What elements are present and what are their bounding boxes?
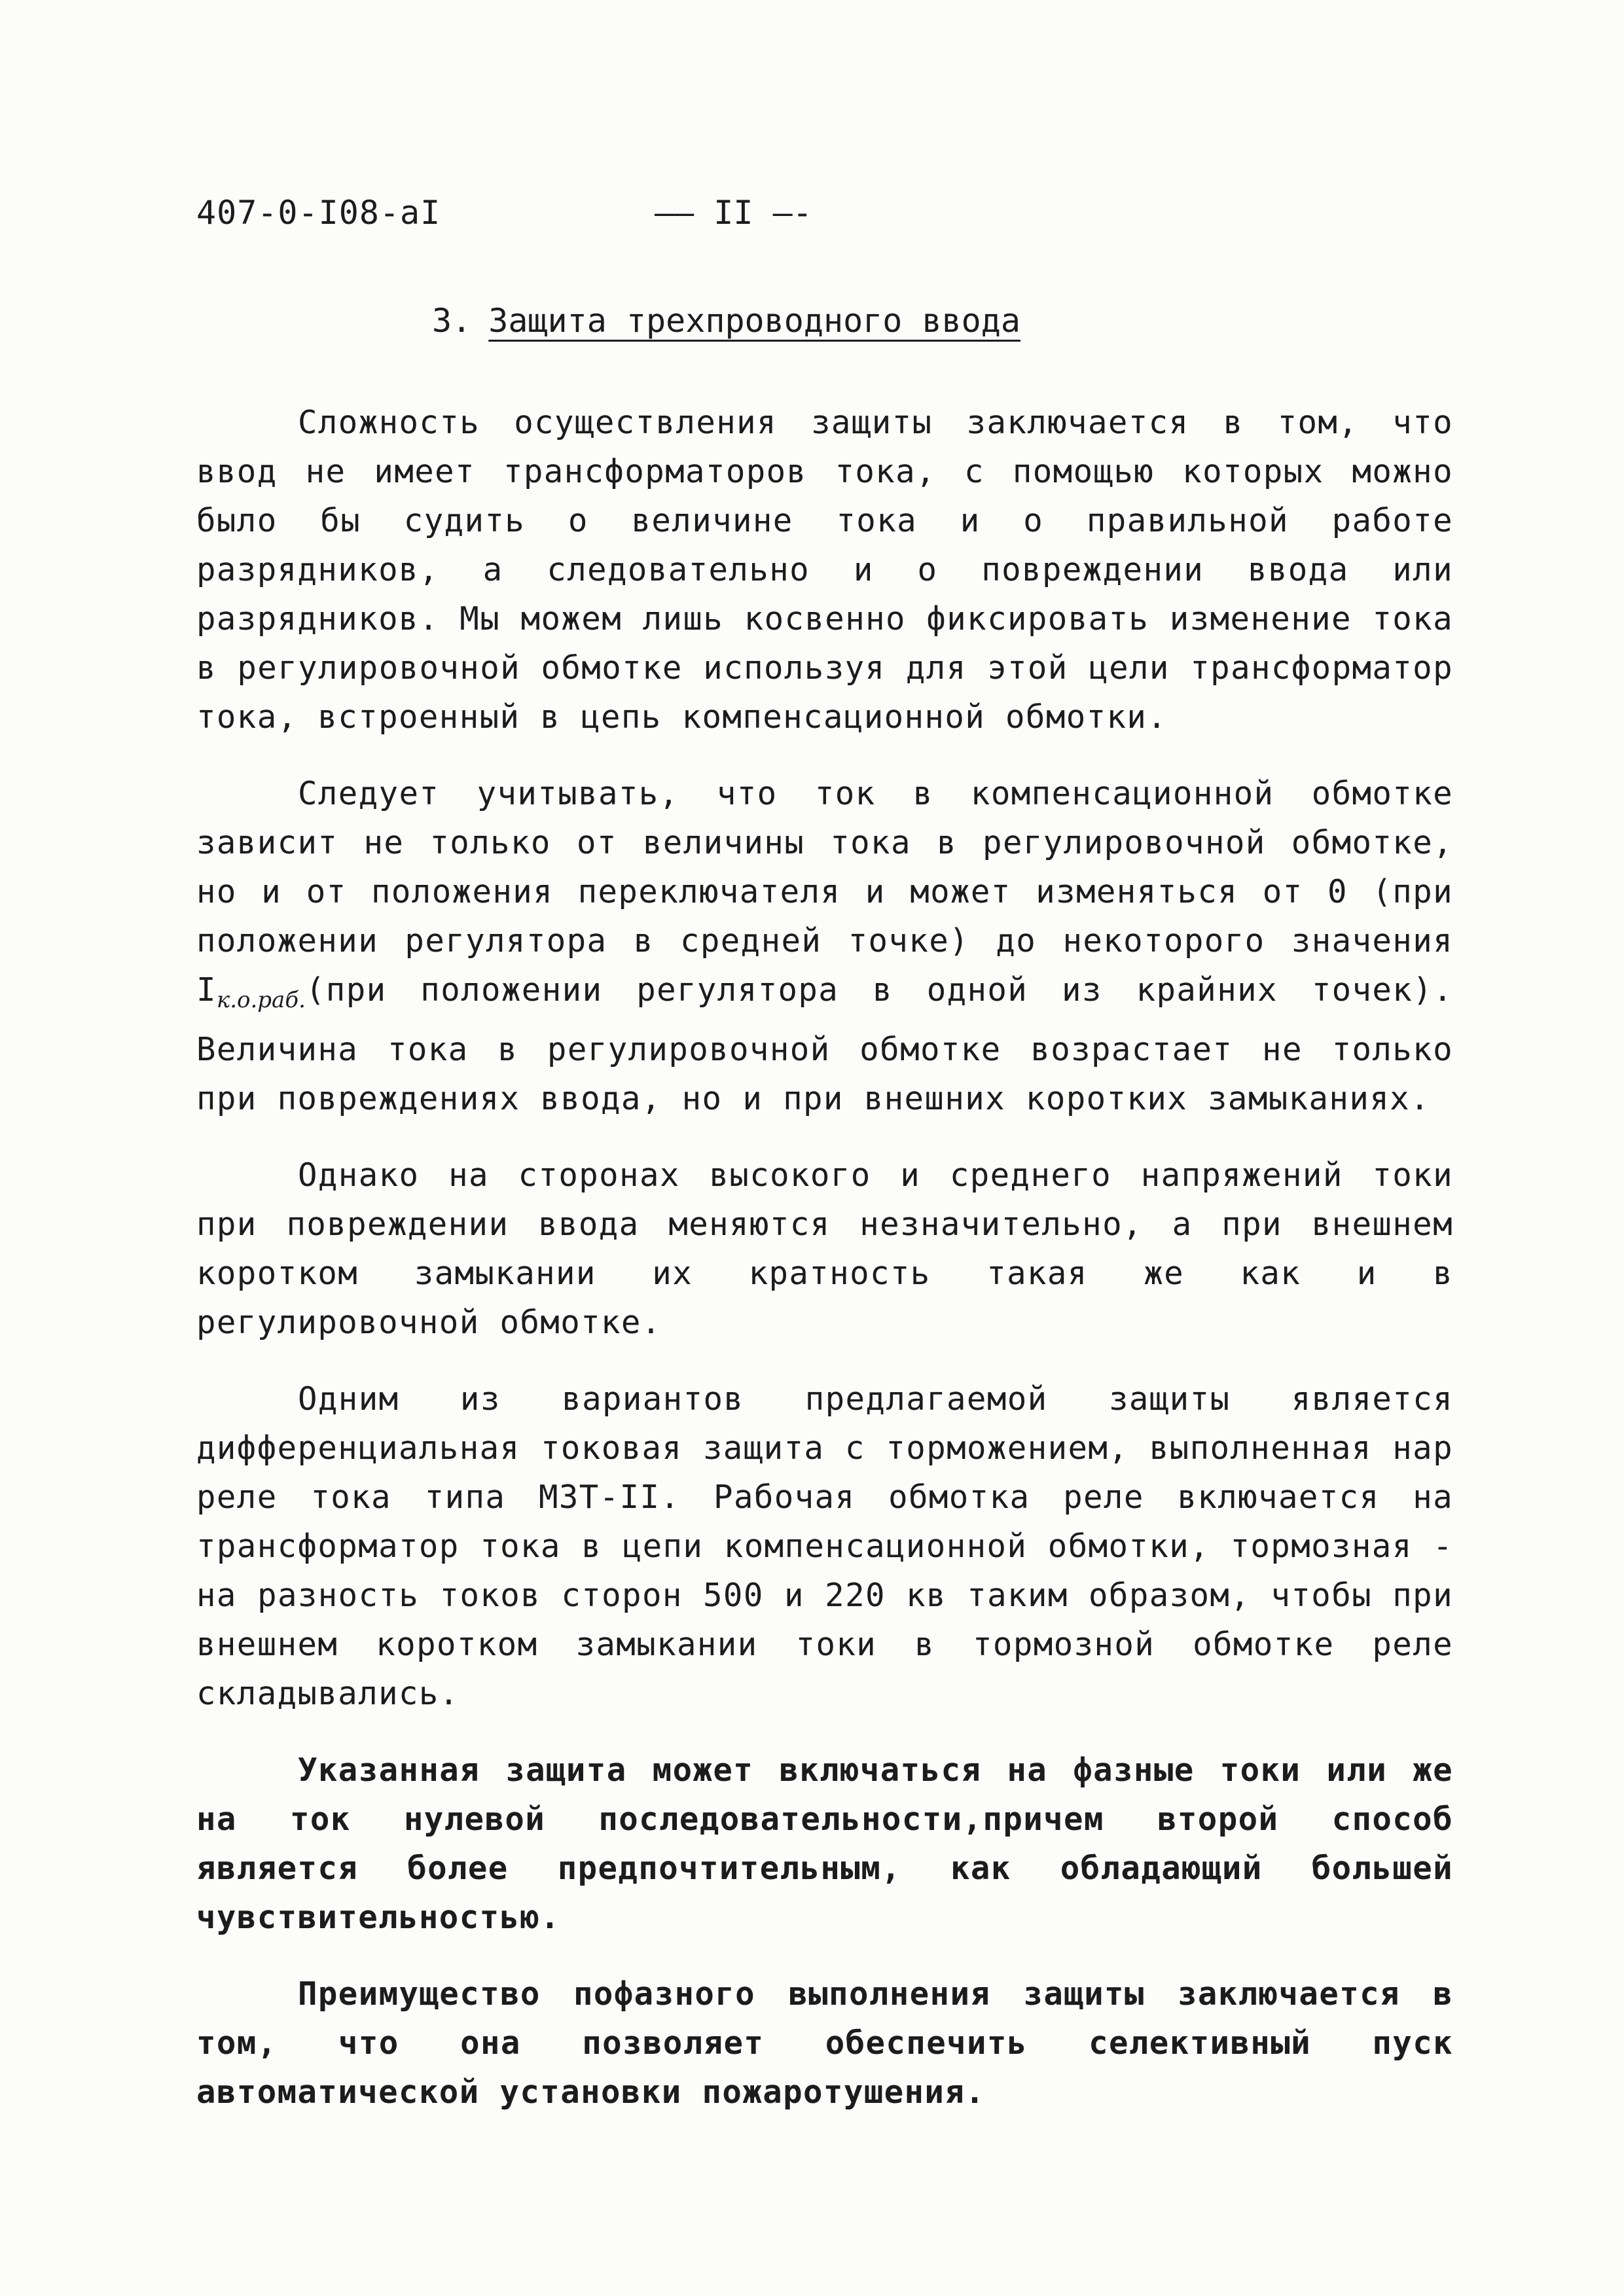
paragraph-2-part-1: Следует учитывать, что ток в компенсационной обмотке зависит не только от величины тока в регулировочной обмотке, но и от положения переключателя и может изменяться от 0 (при положении регулятора в средней точке) до некоторого значения I: [196, 775, 1453, 1009]
document-code: 407-0-I08-aI: [196, 194, 441, 232]
paragraph-6: Преимущество пофазного выполнения защиты заключается в том, что она позволяет обеспечить селективный пуск автоматической установки пожаротушения.: [196, 1975, 1453, 2111]
current-subscript: к.о.раб.: [216, 987, 306, 1013]
section-number: 3.: [432, 302, 472, 340]
paragraph-5: Указанная защита может включаться на фазные токи или же на ток нулевой последовательности,причем второй способ является более предпочтительным, как обладающий большей чувствительностью.: [196, 1751, 1453, 1936]
document-body: [196, 398, 1453, 2144]
page-number: —— II —-: [655, 194, 812, 232]
paragraph-1: Сложность осуществления защиты заключается в том, что ввод не имеет трансформаторов тока, с помощью которых можно было бы судить о величине тока и о правильной работе разрядников, а следовательно и о повреждении ввода или разрядников. Мы можем лишь косвенно фиксировать изменение тока в регулировочной обмотке используя для этой цели трансформатор тока, встроенный в цепь компенсационной обмотки.: [196, 404, 1453, 736]
section-heading: [432, 295, 1020, 347]
paragraph-3: Однако на сторонах высокого и среднего напряжений токи при повреждении ввода меняются незначительно, а при внешнем коротком замыкании их кратность такая же как и в регулировочной обмотке.: [196, 1157, 1453, 1341]
paragraph-2-part-2: (при положении регулятора в одной из крайних точек). Величина тока в регулировочной обмотке возрастает не только при повреждениях ввода, но и при внешних коротких замыканиях.: [196, 971, 1453, 1117]
paragraph-4: Одним из вариантов предлагаемой защиты является дифференциальная токовая защита с торможением, выполненная нар реле тока типа МЗТ-II. Рабочая обмотка реле включается на трансформатор тока в цепи компенсационной обмотки, тормозная - на разность токов сторон 500 и 220 кв таким образом, чтобы при внешнем коротком замыкании токи в тормозной обмотке реле складывались.: [196, 1380, 1453, 1712]
section-title: Защита трехпроводного ввода: [488, 302, 1020, 340]
page-header: [196, 187, 1440, 239]
paragraph-2: [196, 769, 1453, 1123]
